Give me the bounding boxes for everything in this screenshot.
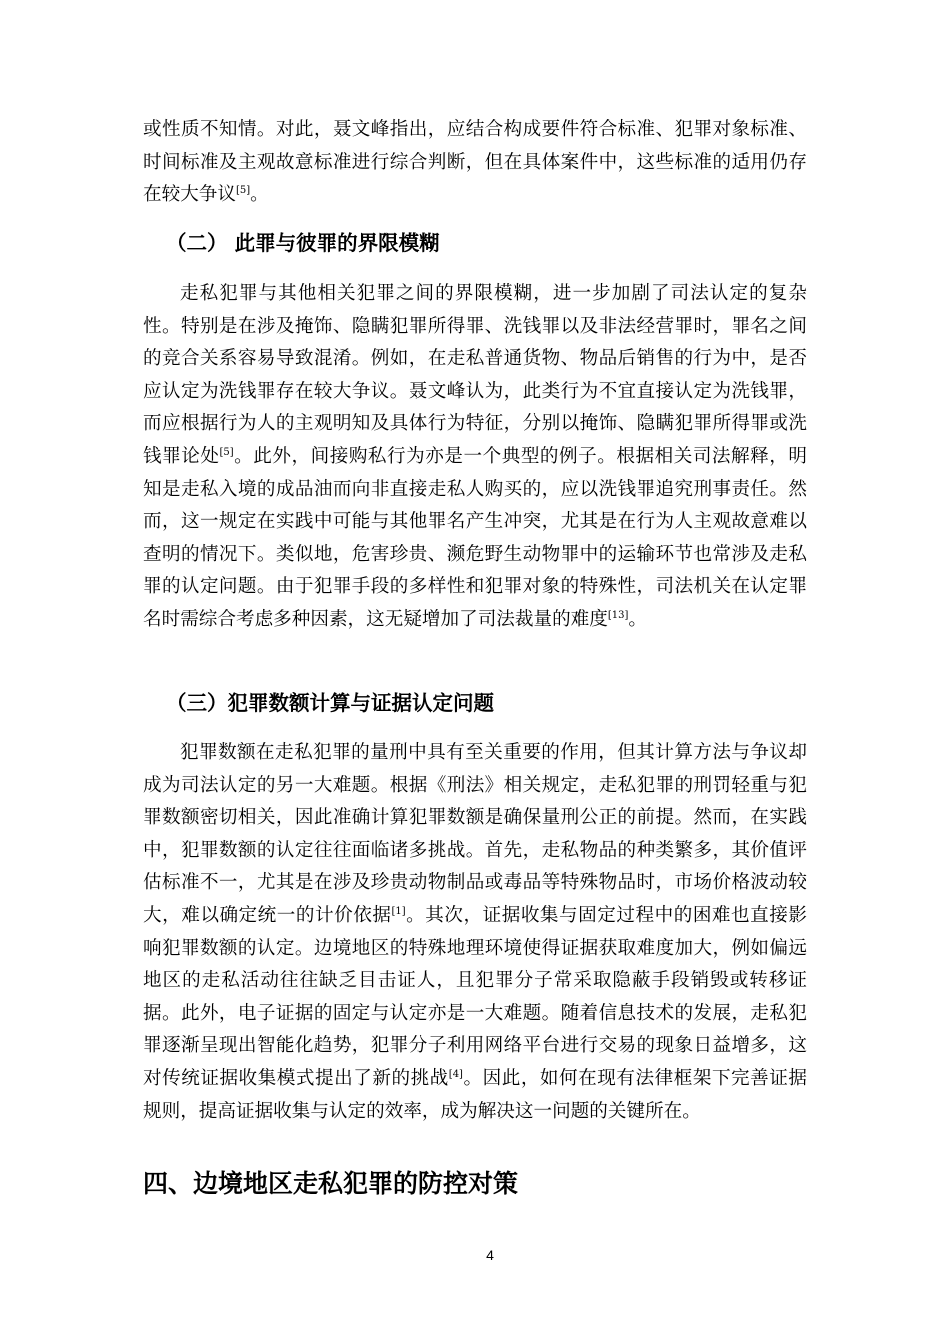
paragraph-body-cont: 。其次，证据收集与固定过程中的困难也直接影响犯罪数额的认定。边境地区的特殊地理环境使得证据获取难度加大，例如偏远地区的走私活动往往缺乏目击证人，且犯罪分子常采取隐蔽手段销毁或转移证据。此外，电子证据的固定与认定亦是一大难题。随着信息技术的发展，走私犯罪逐渐呈现出智能化趋势，犯罪分子利用网络平台进行交易的现象日益增多，这对传统证据收集模式提出了新的挑战 [143,904,807,1089]
citation: [4] [448,1068,463,1080]
paragraph-body: 犯罪数额在走私犯罪的量刑中具有至关重要的作用，但其计算方法与争议却成为司法认定的另一大难题。根据《刑法》相关规定，走私犯罪的刑罚轻重与犯罪数额密切相关，因此准确计算犯罪数额是确保量刑公正的前提。然而，在实践中，犯罪数额的认定往往面临诸多挑战。首先，走私物品的种类繁多，其价值评估标准不一，尤其是在涉及珍贵动物制品或毒品等特殊物品时，市场价格波动较大，难以确定统一的计价依据 [143,742,807,926]
paragraph-end: 。 [250,184,269,206]
paragraph-continuation [143,114,807,212]
page-number: 4 [486,1247,494,1263]
citation: [13] [607,609,629,621]
paragraph-text [143,737,807,1128]
paragraph-body-end: 。因此，如何在现有法律框架下完善证据规则，提高证据收集与认定的效率，成为解决这一问题的关键所在。 [143,1067,807,1122]
citation: [5] [219,446,234,458]
paragraph-body: 或性质不知情。对此，聂文峰指出，应结合构成要件符合标准、犯罪对象标准、时间标准及主观故意标准进行综合判断，但在具体案件中，这些标准的适用仍存在较大争议 [143,119,807,206]
paragraph-text [143,278,807,637]
paragraph-body: 走私犯罪与其他相关犯罪之间的界限模糊，进一步加剧了司法认定的复杂性。特别是在涉及掩饰、隐瞒犯罪所得罪、洗钱罪以及非法经营罪时，罪名之间的竞合关系容易导致混淆。例如，在走私普通货物、物品后销售的行为中，是否应认定为洗钱罪存在较大争议。聂文峰认为，此类行为不宜直接认定为洗钱罪，而应根据行为人的主观明知及具体行为特征，分别以掩饰、隐瞒犯罪所得罪或洗钱罪论处 [143,283,807,467]
paragraph-boundary [143,278,807,637]
citation: [5] [235,185,251,196]
chapter-heading: 四、边境地区走私犯罪的防控对策 [143,1169,519,1198]
citation: [1] [391,905,406,917]
paragraph-end: 。 [628,608,647,630]
paragraph-body-cont: 。此外，间接购私行为亦是一个典型的例子。根据相关司法解释，明知是走私入境的成品油而向非直接走私人购买的，应以洗钱罪追究刑事责任。然而，这一规定在实践中可能与其他罪名产生冲突，尤其是在行为人主观故意难以查明的情况下。类似地，危害珍贵、濒危野生动物罪中的运输环节也常涉及走私罪的认定问题。由于犯罪手段的多样性和犯罪对象的特殊性，司法机关在认定罪名时需综合考虑多种因素，这无疑增加了司法裁量的难度 [143,445,807,630]
section-heading-3: （三）犯罪数额计算与证据认定问题 [166,691,494,715]
paragraph-amount-evidence [143,737,807,1128]
section-heading-2: （二） 此罪与彼罪的界限模糊 [166,231,440,255]
paragraph-text [143,114,807,212]
